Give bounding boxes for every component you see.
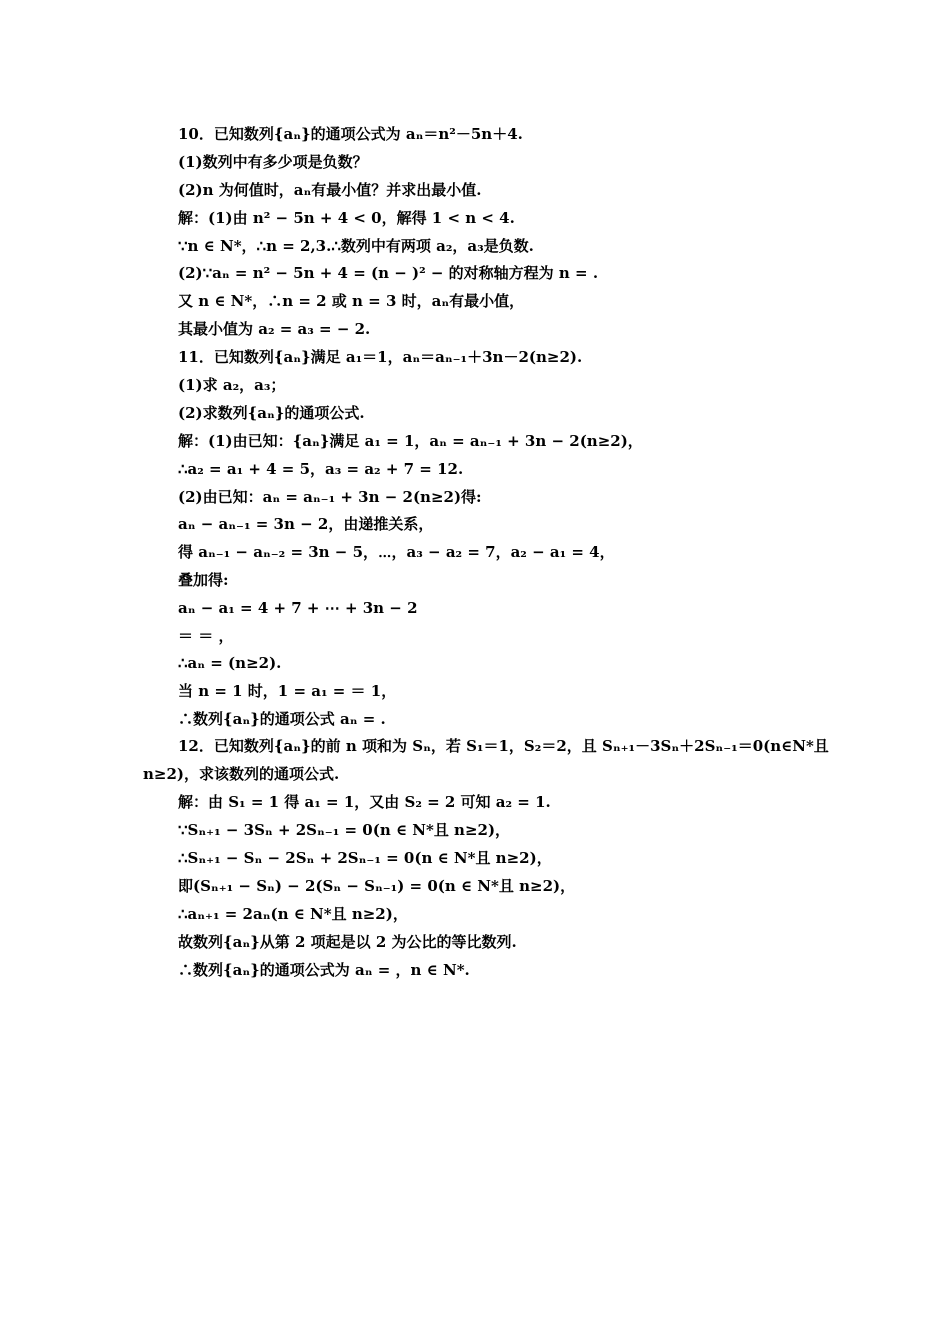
solution-11-line-3: (2)由已知：aₙ = aₙ₋₁ + 3n − 2(n≥2)得: [178, 488, 482, 506]
solution-11-line-2: ∴a₂ = a₁ + 4 = 5，a₃ = a₂ + 7 = 12. [178, 460, 464, 478]
problem-10-part-2: (2)n 为何值时，aₙ有最小值？并求出最小值. [178, 181, 482, 199]
problem-11-part-2: (2)求数列{aₙ}的通项公式. [178, 404, 365, 422]
solution-12-line-2: ∵Sₙ₊₁ − 3Sₙ + 2Sₙ₋₁ = 0(n ∈ N*且 n≥2)， [178, 821, 511, 839]
solution-11-line-7: aₙ − a₁ = 4 + 7 + ⋯ + 3n − 2 [178, 599, 418, 617]
solution-10-line-2: ∵n ∈ N*，∴n = 2,3.∴数列中有两项 a₂，a₃是负数. [178, 237, 534, 255]
solution-11-line-4: aₙ − aₙ₋₁ = 3n − 2，由递推关系， [178, 515, 434, 533]
problem-12-statement: 12．已知数列{aₙ}的前 n 项和为 Sₙ，若 S₁＝1，S₂＝2，且 Sₙ₊₁－3Sₙ＋2Sₙ₋₁＝0(n∈N*且 [178, 737, 829, 755]
solution-10-line-4: 又 n ∈ N*，∴n = 2 或 n = 3 时，aₙ有最小值， [178, 292, 525, 310]
solution-11-line-1: 解：(1)由已知：{aₙ}满足 a₁ = 1，aₙ = aₙ₋₁ + 3n − 2(n≥2)， [178, 432, 643, 450]
solution-12-line-1: 解：由 S₁ = 1 得 a₁ = 1，又由 S₂ = 2 可知 a₂ = 1. [178, 793, 551, 811]
solution-11-line-9: ∴aₙ = (n≥2). [178, 654, 282, 672]
solution-11-line-6: 叠加得: [178, 571, 229, 589]
solution-12-line-5: ∴aₙ₊₁ = 2aₙ(n ∈ N*且 n≥2)， [178, 905, 408, 923]
problem-10-part-1: (1)数列中有多少项是负数？ [178, 153, 368, 171]
solution-10-line-1: 解：(1)由 n² − 5n + 4 < 0，解得 1 < n < 4. [178, 209, 515, 227]
solution-12-line-4: 即(Sₙ₊₁ − Sₙ) − 2(Sₙ − Sₙ₋₁) = 0(n ∈ N*且 n≥2)， [178, 877, 576, 895]
problem-11-part-1: (1)求 a₂，a₃； [178, 376, 286, 394]
solution-12-line-7: ∴数列{aₙ}的通项公式为 aₙ = ，n ∈ N*. [178, 961, 470, 979]
solution-11-line-11: ∴数列{aₙ}的通项公式 aₙ = . [178, 710, 386, 728]
solution-12-line-6: 故数列{aₙ}从第 2 项起是以 2 为公比的等比数列. [178, 933, 517, 951]
solution-12-line-3: ∴Sₙ₊₁ − Sₙ − 2Sₙ + 2Sₙ₋₁ = 0(n ∈ N*且 n≥2)， [178, 849, 552, 867]
solution-10-line-3: (2)∵aₙ = n² − 5n + 4 = (n − )² − 的对称轴方程为 n = . [178, 264, 599, 282]
problem-10-statement: 10．已知数列{aₙ}的通项公式为 aₙ＝n²－5n＋4. [178, 125, 523, 143]
solution-11-line-5: 得 aₙ₋₁ − aₙ₋₂ = 3n − 5，⋯，a₃ − a₂ = 7，a₂ − a₁ = 4， [178, 543, 615, 561]
solution-11-line-10: 当 n = 1 时，1 = a₁ = ＝ 1， [178, 682, 397, 700]
solution-11-line-8: ＝ ＝ ， [178, 627, 234, 645]
problem-11-statement: 11．已知数列{aₙ}满足 a₁＝1，aₙ＝aₙ₋₁＋3n－2(n≥2). [178, 348, 583, 366]
solution-10-line-5: 其最小值为 a₂ = a₃ = − 2. [178, 320, 371, 338]
problem-12-statement-cont: n≥2)，求该数列的通项公式. [143, 765, 340, 783]
